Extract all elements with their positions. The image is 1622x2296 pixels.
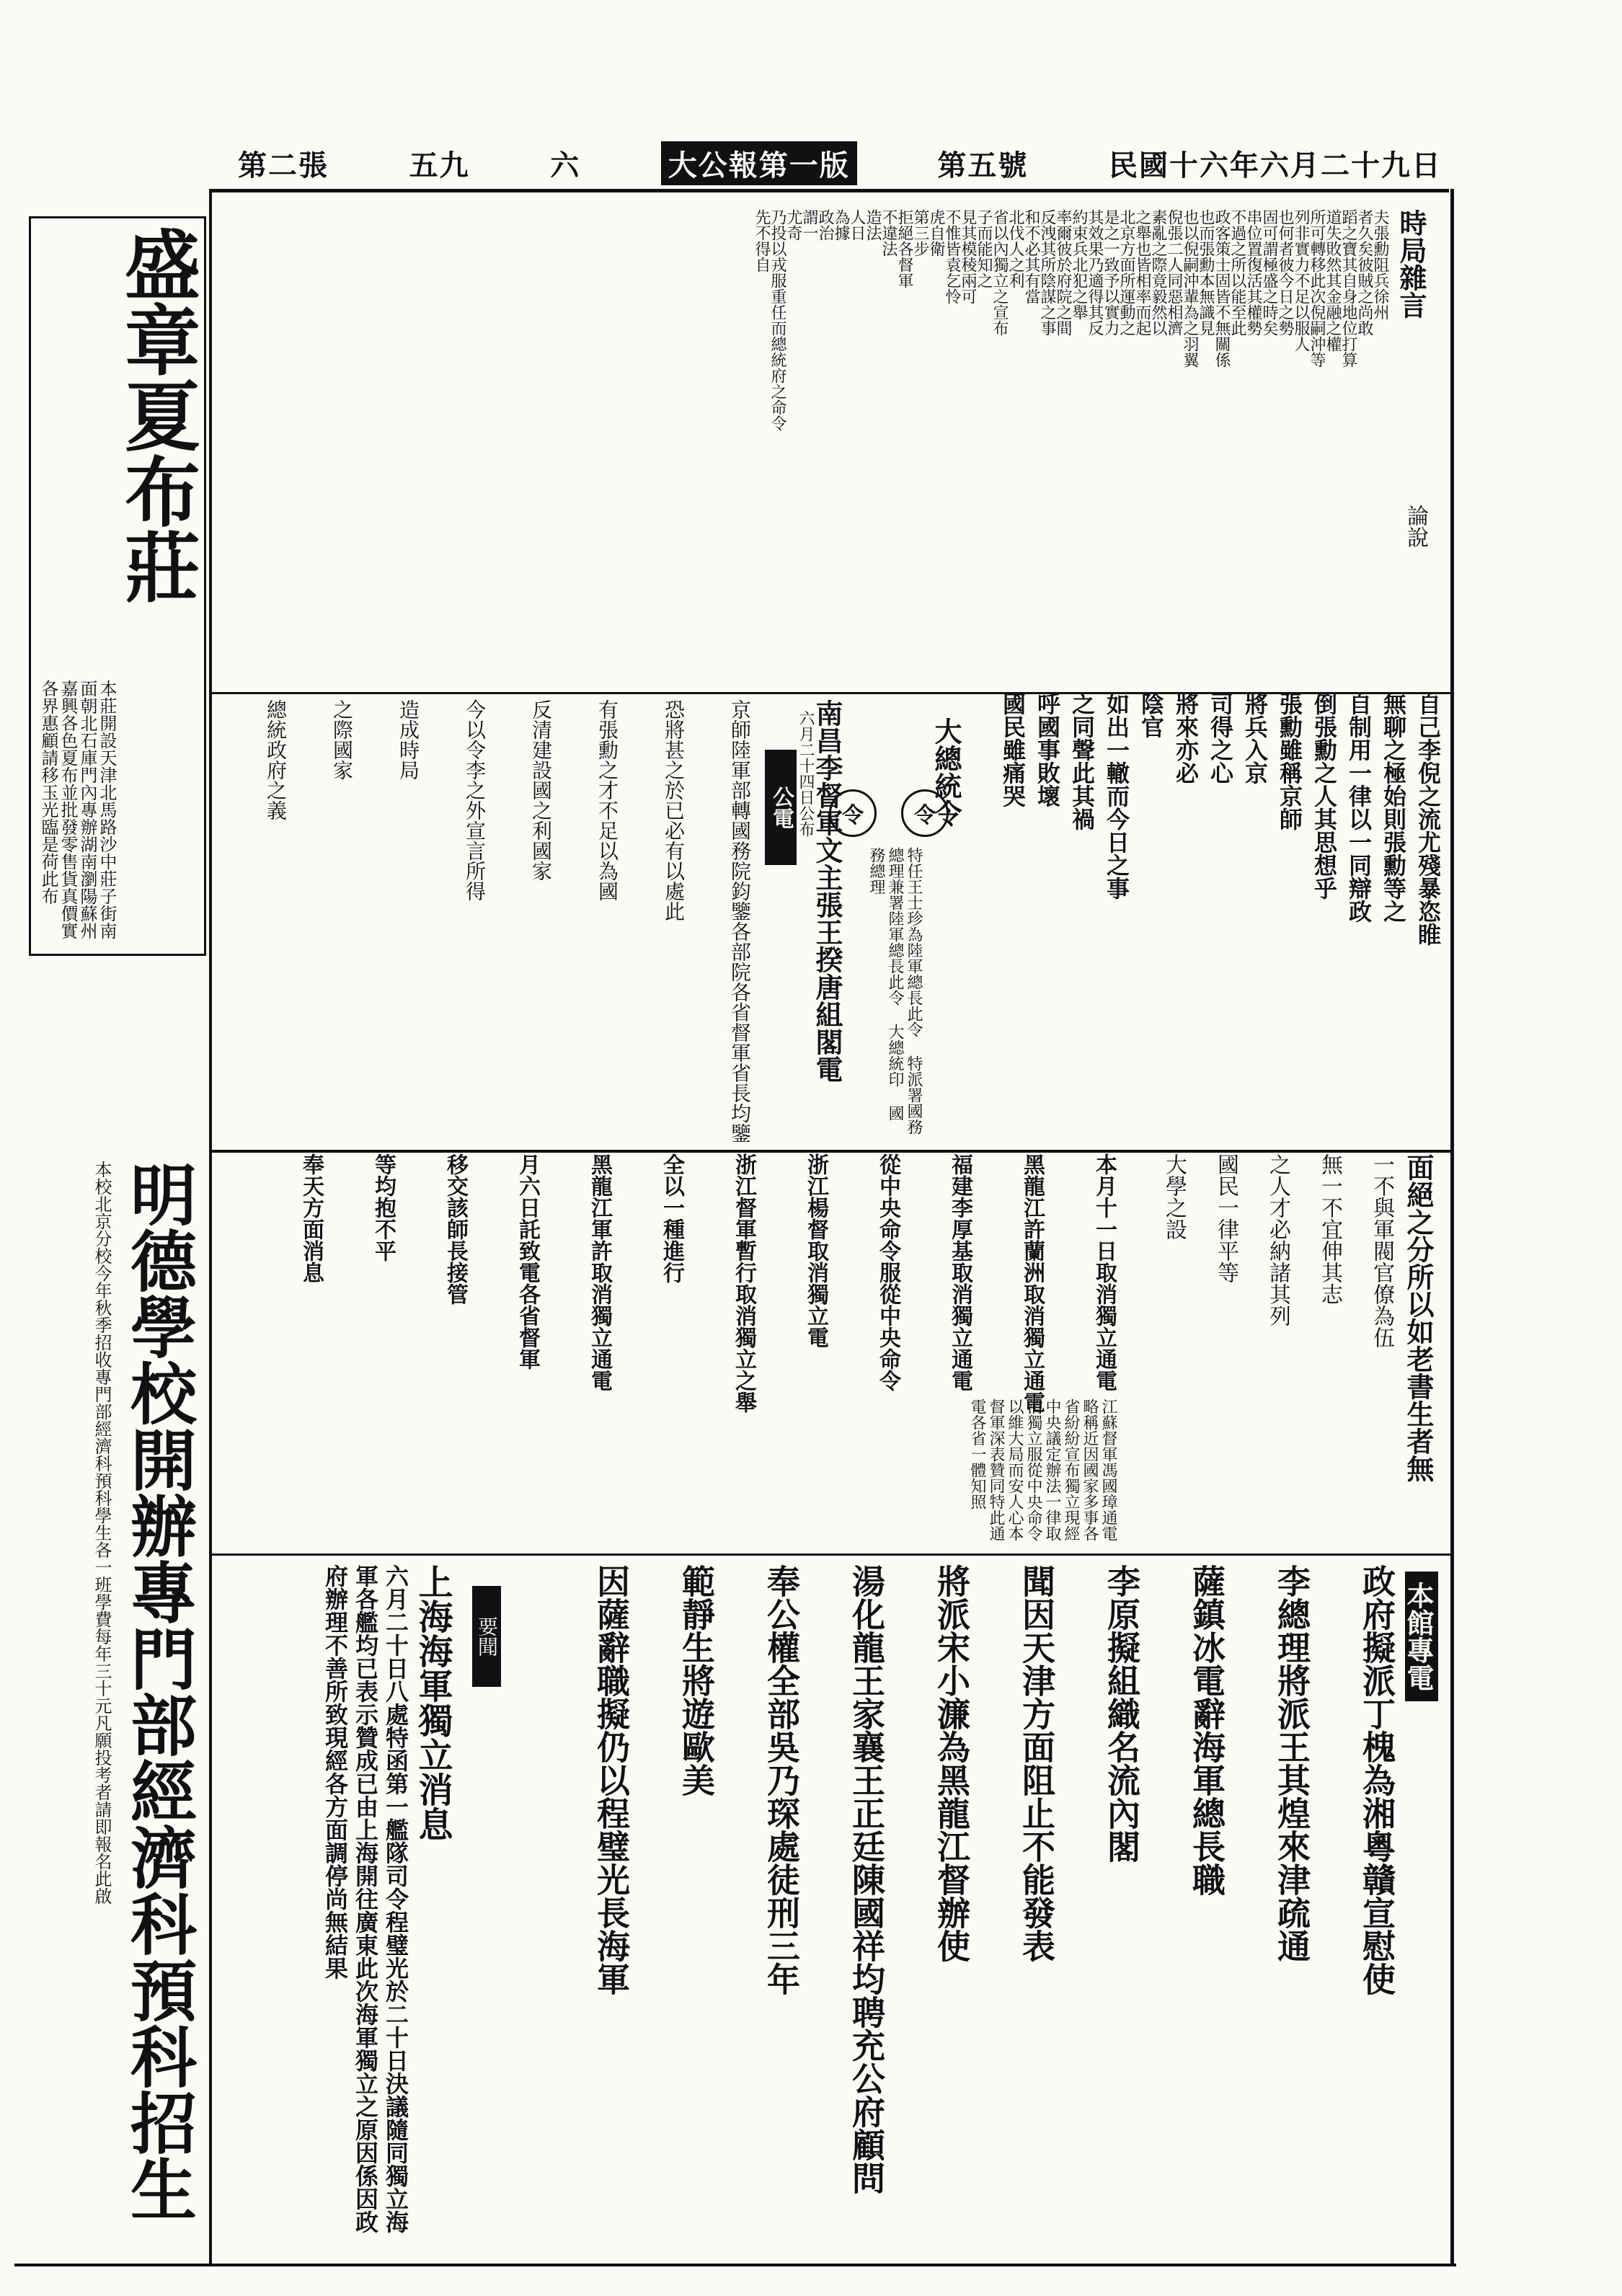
- editorial-line: 北京方面所運動之: [1117, 209, 1135, 336]
- right-block: [1125, 1153, 1445, 1550]
- telegram-line: 有張勳之才不足以為國: [595, 699, 619, 901]
- center-top-line: 司得之心: [1207, 692, 1234, 784]
- shop-ad-text: 本莊開設天津北馬路沙中莊子街南面朝北石庫門內專辦湖南瀏陽蘇州嘉興各色夏布並批發零售貨真價實各界惠顧請移玉光臨是荷此布: [38, 680, 117, 939]
- news-head: 本月十一日取消獨立通電: [1091, 1153, 1117, 1391]
- telegram-line: 總統政府之義: [264, 699, 288, 820]
- masthead-strip: [238, 141, 1442, 185]
- news-head: 全以一種進行: [659, 1153, 684, 1283]
- telegram-line: 京師陸軍部轉國務院鈞鑒各部院各省督軍省長均鑒: [728, 699, 752, 1143]
- center-top-line: 倒張勳之人其思想乎: [1311, 692, 1338, 900]
- masthead-title: 大公報第一版: [661, 141, 857, 185]
- editorial-line: 不惟皆袁乞怜: [943, 209, 961, 304]
- editorial-line: 列非實力不足以服人: [1292, 209, 1310, 352]
- news-center-heads: [216, 1153, 1117, 1413]
- center-top-line: 張勳雖稱京師: [1276, 692, 1303, 830]
- editorial-line: 尤奇: [784, 209, 802, 241]
- center-top-line: 自己李倪之流尤殘暴恣睢: [1414, 692, 1442, 946]
- center-top: [980, 692, 1442, 1153]
- news-head: 奉天方面消息: [298, 1153, 324, 1283]
- editorial-line: 人日: [848, 209, 866, 241]
- editorial-line: 謂一: [800, 209, 818, 241]
- editorial-line: 見其模稜兩可: [959, 209, 977, 304]
- editorial-line: 之舉也皆相率而起: [1133, 209, 1151, 336]
- local-news-item: 奉公權全部吳乃琛處徒刑三年: [762, 1564, 801, 1995]
- lower-rule: [212, 1553, 1450, 1556]
- center-top-line: 呼國事敗壞: [1034, 692, 1061, 807]
- masthead-date: 民國十六年六月二十九日: [1108, 148, 1442, 182]
- editorial-line: 北伐人之利: [1006, 209, 1024, 288]
- decree-head: 大總統令: [930, 717, 962, 827]
- editorial-line: 串位置復活其權勢: [1244, 209, 1262, 336]
- editorial-line: 不過之所以能至此: [1228, 209, 1246, 336]
- right-block-line: 國民一律平等: [1213, 1153, 1238, 1283]
- masthead-issue: 第五號: [937, 148, 1029, 182]
- editorial-label: 論說: [1403, 505, 1428, 548]
- shop-ad-title: 盛章夏布莊: [112, 226, 202, 604]
- school-ad-text: 本校北京分校今年秋季招收專門部經濟科預科學生各一班學費每年三十元凡願投考者請即報名此啟: [92, 1161, 112, 1905]
- center-top-line: 自制用一律以一同辯政: [1345, 692, 1373, 923]
- center-top-line: 陰官: [1138, 692, 1165, 738]
- local-news-label: 本館專電: [1405, 1572, 1438, 1701]
- editorial-line: 反洩其所陰謀之事: [1038, 209, 1056, 336]
- editorial-line: 固可謂極盛之時矣: [1260, 209, 1278, 336]
- local-news-items: [523, 1564, 1395, 2249]
- editorial-line: 約束兵北犯之舉: [1070, 209, 1088, 320]
- center-top-line: 將來亦必: [1172, 692, 1200, 784]
- editorial-line: 也以倪嗣沖輩為之羽翼: [1181, 209, 1199, 368]
- right-block-line: 無一不宜伸其志: [1317, 1153, 1342, 1305]
- local-news-item: 聞因天津方面阻止不能發表: [1017, 1564, 1056, 1962]
- editorial-line: 和不必其有當: [1022, 209, 1040, 304]
- news-head: 等均抱不平: [371, 1153, 396, 1262]
- editorial-line: 也而張勳本無識見: [1197, 209, 1215, 336]
- news-head: 黑龍江軍許取消獨立通電: [587, 1153, 612, 1391]
- shop-ad: [29, 216, 206, 956]
- editorial-line: 第三步: [911, 209, 929, 257]
- frame-right-rule: [1450, 189, 1454, 2265]
- center-top-line: 無聊之極始則張勳等之: [1380, 692, 1407, 923]
- editorial-line: 蹈之寶其自身地位打算: [1339, 209, 1357, 368]
- telegram-line: 之際國家: [330, 699, 354, 780]
- news-center-body: 江蘇督軍馮國璋通電略稱近因國家多事各省紛紛宣布獨立現經中央議定辦法一律取消獨立服從中央命令以維大局而安人心本督軍深表贊同特此通電各省一體知照: [968, 1399, 1117, 1541]
- editorial-line: 率爾彼於府院之間: [1054, 209, 1072, 336]
- editorial-line: 子而能知之: [975, 209, 993, 288]
- center-top-line: 之同聲此其禍: [1068, 692, 1096, 830]
- news-head: 黑龍江許蘭洲取消獨立通電: [1019, 1153, 1045, 1413]
- school-ad-title: 明德學校開辦專門部經濟科預科招生: [120, 1161, 198, 2222]
- editorial-line: 素亂之際竟毅然以: [1149, 209, 1167, 336]
- school-ad: [29, 1161, 202, 2264]
- editorial-line: 乃投以戎服重任而總統府之命令: [768, 209, 786, 431]
- local-news-item: 李原擬組織名流內閣: [1102, 1564, 1141, 1863]
- news-head: 福建李厚基取消獨立通電: [947, 1153, 972, 1391]
- center-top-line: 如出一轍而今日之事: [1103, 692, 1130, 900]
- local-news: [519, 1557, 1445, 2256]
- editorial-line: 也何者彼今日之勢: [1276, 209, 1294, 336]
- telegram: [216, 692, 890, 1150]
- right-block-line: 之人才必納諸其列: [1265, 1153, 1290, 1326]
- shanghai-news-body: 六月二十日八處特函第一艦隊司令程璧光於二十日決議隨同獨立海軍各艦均已表示贊成已由上海開往廣東此次海軍獨立之原因係因政府辦理不善所致現經各方面調停尚無結果: [322, 1564, 409, 2233]
- local-news-item: 範靜生將遊歐美: [677, 1564, 716, 1796]
- editorial-line: 道失敗然其金融之權: [1324, 209, 1342, 352]
- editorial-line: 省以內獨立之宣布: [991, 209, 1009, 336]
- local-news-item: 因薩辭職擬仍以程璧光長海軍: [592, 1564, 631, 1995]
- editorial-line: 所可轉移此次倪嗣沖等: [1308, 209, 1326, 368]
- editorial-line: 虎自衛: [927, 209, 945, 257]
- telegram-line: 今以令李之外宣言所得: [463, 699, 487, 901]
- shanghai-news-label: 要聞: [472, 1586, 501, 1687]
- news-head: 從中央命令服從中央命令: [875, 1153, 900, 1391]
- editorial-line: 政客策士固皆不無關係: [1213, 209, 1231, 368]
- editorial-line: 不違法: [879, 209, 898, 257]
- decree-date: 六月二十四日公布: [797, 710, 815, 837]
- local-news-item: 李總理將派王其煌來津疏通: [1272, 1564, 1311, 1962]
- right-block-top: 面絕之分所以如老書生者無: [1402, 1153, 1435, 1482]
- local-news-item: 薩鎮冰電辭海軍總長職: [1187, 1564, 1226, 1896]
- editorial-line: 先不得自: [753, 209, 771, 272]
- editorial-line: 為據: [832, 209, 850, 241]
- center-top-body: [980, 692, 1442, 1146]
- telegram-body: [220, 699, 753, 1143]
- center-top-line: 將兵入京: [1241, 692, 1269, 784]
- editorial-line: 其效果乃適得其反: [1086, 209, 1104, 336]
- local-news-item: 政府擬派丁槐為湘粵贛宣慰使: [1357, 1564, 1396, 1995]
- center-top-line: 國民雖痛哭: [999, 692, 1027, 807]
- news-center: [216, 1153, 1117, 1550]
- editorial-line: 造法: [864, 209, 882, 241]
- frame-left-rule: [209, 189, 212, 2265]
- telegram-line: 反清建設國之利國家: [529, 699, 553, 881]
- frame-bottom-rule: [14, 2264, 1456, 2266]
- telegram-line: 恐將甚之於已必有以處此: [662, 699, 686, 921]
- masthead-rule: [209, 189, 1449, 192]
- masthead-day: 六: [550, 148, 581, 182]
- shanghai-news: [216, 1557, 515, 2256]
- masthead-section: 第二張: [238, 148, 329, 182]
- editorial-line: 者久矣彼賊之尚敢: [1355, 209, 1373, 336]
- local-news-item: 湯化龍王家襄王正廷陳國祥均聘充公府顧問: [847, 1564, 886, 2194]
- decree-seal-a: 令: [901, 789, 949, 837]
- right-block-line: 一不與軍閥官僚為伍: [1369, 1153, 1394, 1348]
- news-head: 浙江督軍暫行取消獨立之舉: [731, 1153, 756, 1413]
- telegram-head: 南昌李督軍文主張王揆唐組閣電: [811, 699, 843, 1083]
- right-block-body: [1128, 1153, 1395, 1543]
- editorial-line: 是之一致予以實力: [1102, 209, 1120, 336]
- decree-seal-b: 令: [829, 789, 877, 837]
- editorial-line: 政治: [816, 209, 834, 241]
- editorial-line: 拒絕各督軍: [895, 209, 913, 288]
- news-head: 月六日託致電各省督軍: [515, 1153, 540, 1370]
- editorial-line: 夫張勳阻兵徐州: [1371, 209, 1389, 320]
- right-block-line: 大學之設: [1161, 1153, 1187, 1240]
- editorial-title: 時局雜言: [1395, 209, 1427, 319]
- telegram-line: 造成時局: [396, 699, 420, 780]
- news-head: 浙江楊督取消獨立電: [803, 1153, 828, 1348]
- editorial-line: 倪張二人同惡相濟: [1165, 209, 1183, 336]
- news-head: 移交該師長接管: [443, 1153, 468, 1305]
- shanghai-news-head: 上海海軍獨立消息: [412, 1564, 453, 1841]
- decree-text: 特任王士珍為陸軍總長此令 特派署國務總理兼署陸軍總長此令 大總統印 國務總理: [867, 847, 923, 1135]
- local-news-item: 將派宋小濂為黑龍江督辦使: [932, 1564, 971, 1962]
- telegram-label: 公電: [765, 750, 797, 865]
- masthead-price: 五九: [409, 148, 470, 182]
